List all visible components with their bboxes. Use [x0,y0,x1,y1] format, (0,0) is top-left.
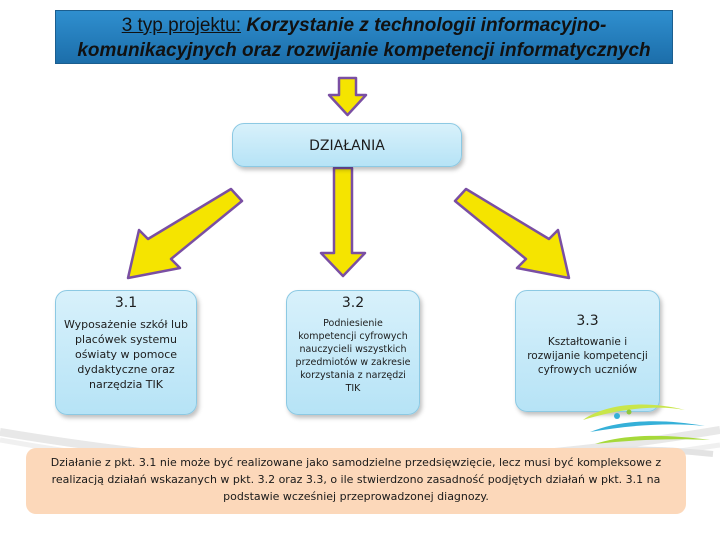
note-box: Działanie z pkt. 3.1 nie może być realizowane jako samodzielne przedsięwzięcie, lecz musi być kompleksowe z realizacją działań wskazanych w pkt. 3.2 oraz 3.3, o ile stwierdzono zasadność podjętych działań w pkt. 3.1 na podstawie wcześniej przeprowadzonej diagnozy. [26,448,686,514]
action-card-3-2 [286,290,420,415]
card-description: Podniesienie kompetencji cyfrowych nauczycieli wszystkich przedmiotów w zakresie korzystania z narzędzi TIK [295,318,411,394]
actions-node: DZIAŁANIA [232,123,462,167]
project-title [55,10,673,64]
card-number: 3.2 [341,295,365,311]
card-number: 3.1 [114,295,138,311]
card-number: 3.3 [576,313,599,329]
title-line1-text: Korzystanie z technologii informacyjno- [246,15,607,36]
title-label: 3 typ projektu: [121,15,242,36]
title-line-1 [56,13,672,38]
action-card-3-1 [55,290,197,415]
card-description: Kształtowanie i rozwijanie kompetencji cyfrowych uczniów [527,336,648,376]
card-description: Wyposażenie szkół lub placówek systemu oświaty w pomoce dydaktyczne oraz narzędzia TIK [63,318,189,391]
title-line2-text: komunikacyjnych oraz rozwijanie kompetencji informatycznych [77,40,651,61]
